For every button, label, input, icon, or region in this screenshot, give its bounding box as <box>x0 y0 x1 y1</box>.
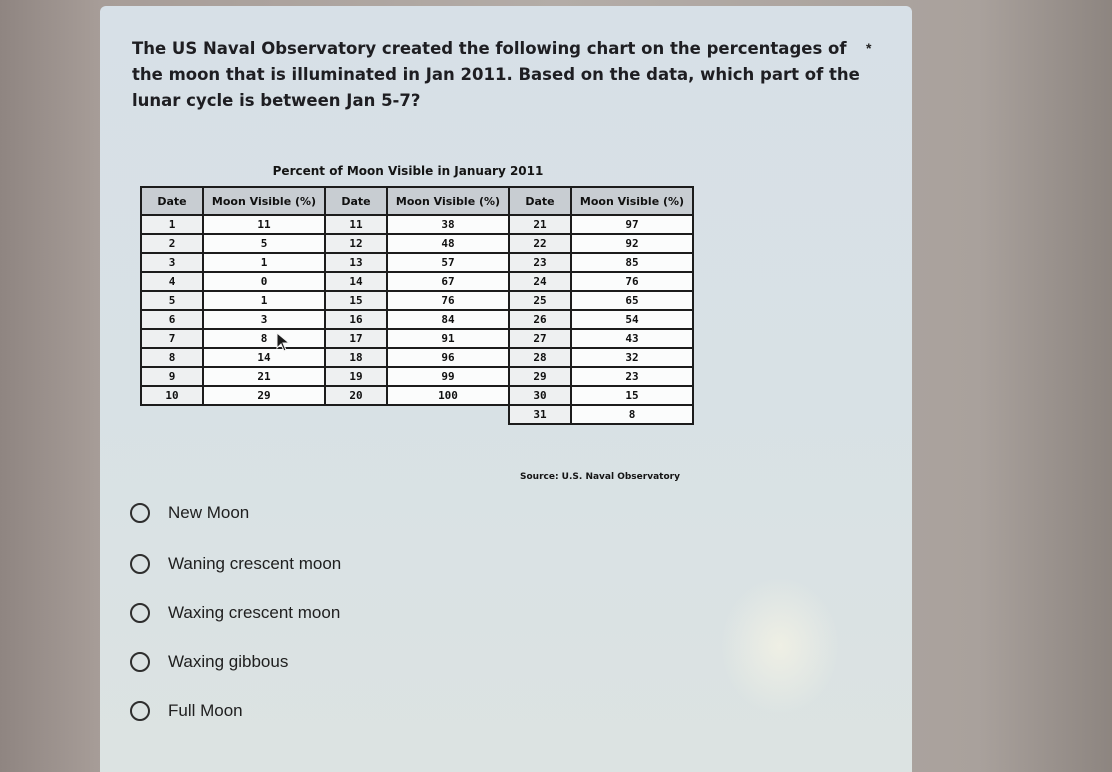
screen-glare <box>720 576 840 716</box>
date-cell: 24 <box>509 272 571 291</box>
table-row <box>509 291 693 310</box>
date-cell: 26 <box>509 310 571 329</box>
table-title: Percent of Moon Visible in January 2011 <box>272 164 544 178</box>
table-block-2 <box>324 186 510 406</box>
visible-cell: 85 <box>571 253 693 272</box>
visible-cell: 100 <box>387 386 509 405</box>
option-label: Waxing crescent moon <box>168 603 341 622</box>
header-date: Date <box>141 187 203 215</box>
visible-cell: 54 <box>571 310 693 329</box>
visible-cell: 67 <box>387 272 509 291</box>
date-cell: 5 <box>141 291 203 310</box>
table-row <box>141 272 325 291</box>
visible-cell: 23 <box>571 367 693 386</box>
table-row <box>509 310 693 329</box>
table-row <box>141 386 325 405</box>
date-cell: 4 <box>141 272 203 291</box>
table-row <box>509 348 693 367</box>
visible-cell: 3 <box>203 310 325 329</box>
table-row <box>141 253 325 272</box>
visible-cell: 96 <box>387 348 509 367</box>
table-row <box>325 253 509 272</box>
table-row <box>509 253 693 272</box>
question-card <box>100 6 912 772</box>
radio-unselected-icon[interactable] <box>130 603 150 623</box>
table-row <box>141 329 325 348</box>
header-visible: Moon Visible (%) <box>571 187 693 215</box>
visible-cell: 1 <box>203 253 325 272</box>
visible-cell: 8 <box>203 329 325 348</box>
table-source: Source: U.S. Naval Observatory <box>520 472 680 482</box>
radio-unselected-icon[interactable] <box>130 701 150 721</box>
table-row <box>141 215 325 234</box>
moon-data-table <box>140 186 696 462</box>
visible-cell: 5 <box>203 234 325 253</box>
question-text: The US Naval Observatory created the following chart on the percentages of the moon that is illuminated in Jan 2011. Based on the data, which part of the lunar cycle is between Jan 5-7? <box>132 39 860 110</box>
required-asterisk: * <box>866 40 872 56</box>
option-waning-crescent[interactable] <box>130 550 341 578</box>
mouse-pointer-icon <box>276 332 292 352</box>
table-row <box>325 215 509 234</box>
visible-cell: 38 <box>387 215 509 234</box>
visible-cell: 48 <box>387 234 509 253</box>
date-cell: 2 <box>141 234 203 253</box>
header-date: Date <box>509 187 571 215</box>
visible-cell: 76 <box>571 272 693 291</box>
header-visible: Moon Visible (%) <box>387 187 509 215</box>
table-row <box>325 272 509 291</box>
date-cell: 3 <box>141 253 203 272</box>
table-row <box>141 310 325 329</box>
visible-cell: 11 <box>203 215 325 234</box>
option-label: Waning crescent moon <box>168 554 342 573</box>
date-cell: 25 <box>509 291 571 310</box>
visible-cell: 92 <box>571 234 693 253</box>
date-cell: 14 <box>325 272 387 291</box>
table-row <box>509 405 693 424</box>
table-row <box>509 386 693 405</box>
visible-cell: 57 <box>387 253 509 272</box>
option-label: Waxing gibbous <box>168 652 289 671</box>
table-row <box>509 367 693 386</box>
visible-cell: 14 <box>203 348 325 367</box>
table-row <box>325 367 509 386</box>
table-block-3 <box>508 186 694 425</box>
date-cell: 23 <box>509 253 571 272</box>
date-cell: 10 <box>141 386 203 405</box>
visible-cell: 76 <box>387 291 509 310</box>
date-cell: 19 <box>325 367 387 386</box>
date-cell: 1 <box>141 215 203 234</box>
date-cell: 12 <box>325 234 387 253</box>
date-cell: 29 <box>509 367 571 386</box>
date-cell: 17 <box>325 329 387 348</box>
date-cell: 20 <box>325 386 387 405</box>
radio-unselected-icon[interactable] <box>130 503 150 523</box>
radio-unselected-icon[interactable] <box>130 652 150 672</box>
visible-cell: 8 <box>571 405 693 424</box>
table-row <box>325 348 509 367</box>
option-label: Full Moon <box>168 701 243 720</box>
visible-cell: 97 <box>571 215 693 234</box>
date-cell: 11 <box>325 215 387 234</box>
date-cell: 31 <box>509 405 571 424</box>
visible-cell: 1 <box>203 291 325 310</box>
table-row <box>325 291 509 310</box>
date-cell: 16 <box>325 310 387 329</box>
table-block-1 <box>140 186 326 406</box>
visible-cell: 32 <box>571 348 693 367</box>
option-full-moon[interactable] <box>130 697 243 725</box>
date-cell: 8 <box>141 348 203 367</box>
option-label: New Moon <box>168 503 250 522</box>
date-cell: 18 <box>325 348 387 367</box>
option-waxing-gibbous[interactable] <box>130 648 288 676</box>
visible-cell: 0 <box>203 272 325 291</box>
visible-cell: 99 <box>387 367 509 386</box>
date-cell: 15 <box>325 291 387 310</box>
table-row <box>325 234 509 253</box>
table-row <box>141 367 325 386</box>
date-cell: 21 <box>509 215 571 234</box>
date-cell: 28 <box>509 348 571 367</box>
header-visible: Moon Visible (%) <box>203 187 325 215</box>
date-cell: 27 <box>509 329 571 348</box>
header-date: Date <box>325 187 387 215</box>
radio-unselected-icon[interactable] <box>130 554 150 574</box>
visible-cell: 21 <box>203 367 325 386</box>
table-row <box>509 272 693 291</box>
option-waxing-crescent[interactable] <box>130 599 340 627</box>
table-row <box>509 234 693 253</box>
date-cell: 30 <box>509 386 571 405</box>
visible-cell: 91 <box>387 329 509 348</box>
visible-cell: 29 <box>203 386 325 405</box>
table-row <box>141 291 325 310</box>
date-cell: 13 <box>325 253 387 272</box>
table-row <box>325 386 509 405</box>
visible-cell: 65 <box>571 291 693 310</box>
date-cell: 7 <box>141 329 203 348</box>
date-cell: 9 <box>141 367 203 386</box>
visible-cell: 84 <box>387 310 509 329</box>
date-cell: 6 <box>141 310 203 329</box>
option-new-moon[interactable] <box>130 499 249 527</box>
table-row <box>325 310 509 329</box>
table-row <box>509 215 693 234</box>
visible-cell: 43 <box>571 329 693 348</box>
table-row <box>141 348 325 367</box>
visible-cell: 15 <box>571 386 693 405</box>
table-row <box>509 329 693 348</box>
table-row <box>325 329 509 348</box>
date-cell: 22 <box>509 234 571 253</box>
table-row <box>141 234 325 253</box>
